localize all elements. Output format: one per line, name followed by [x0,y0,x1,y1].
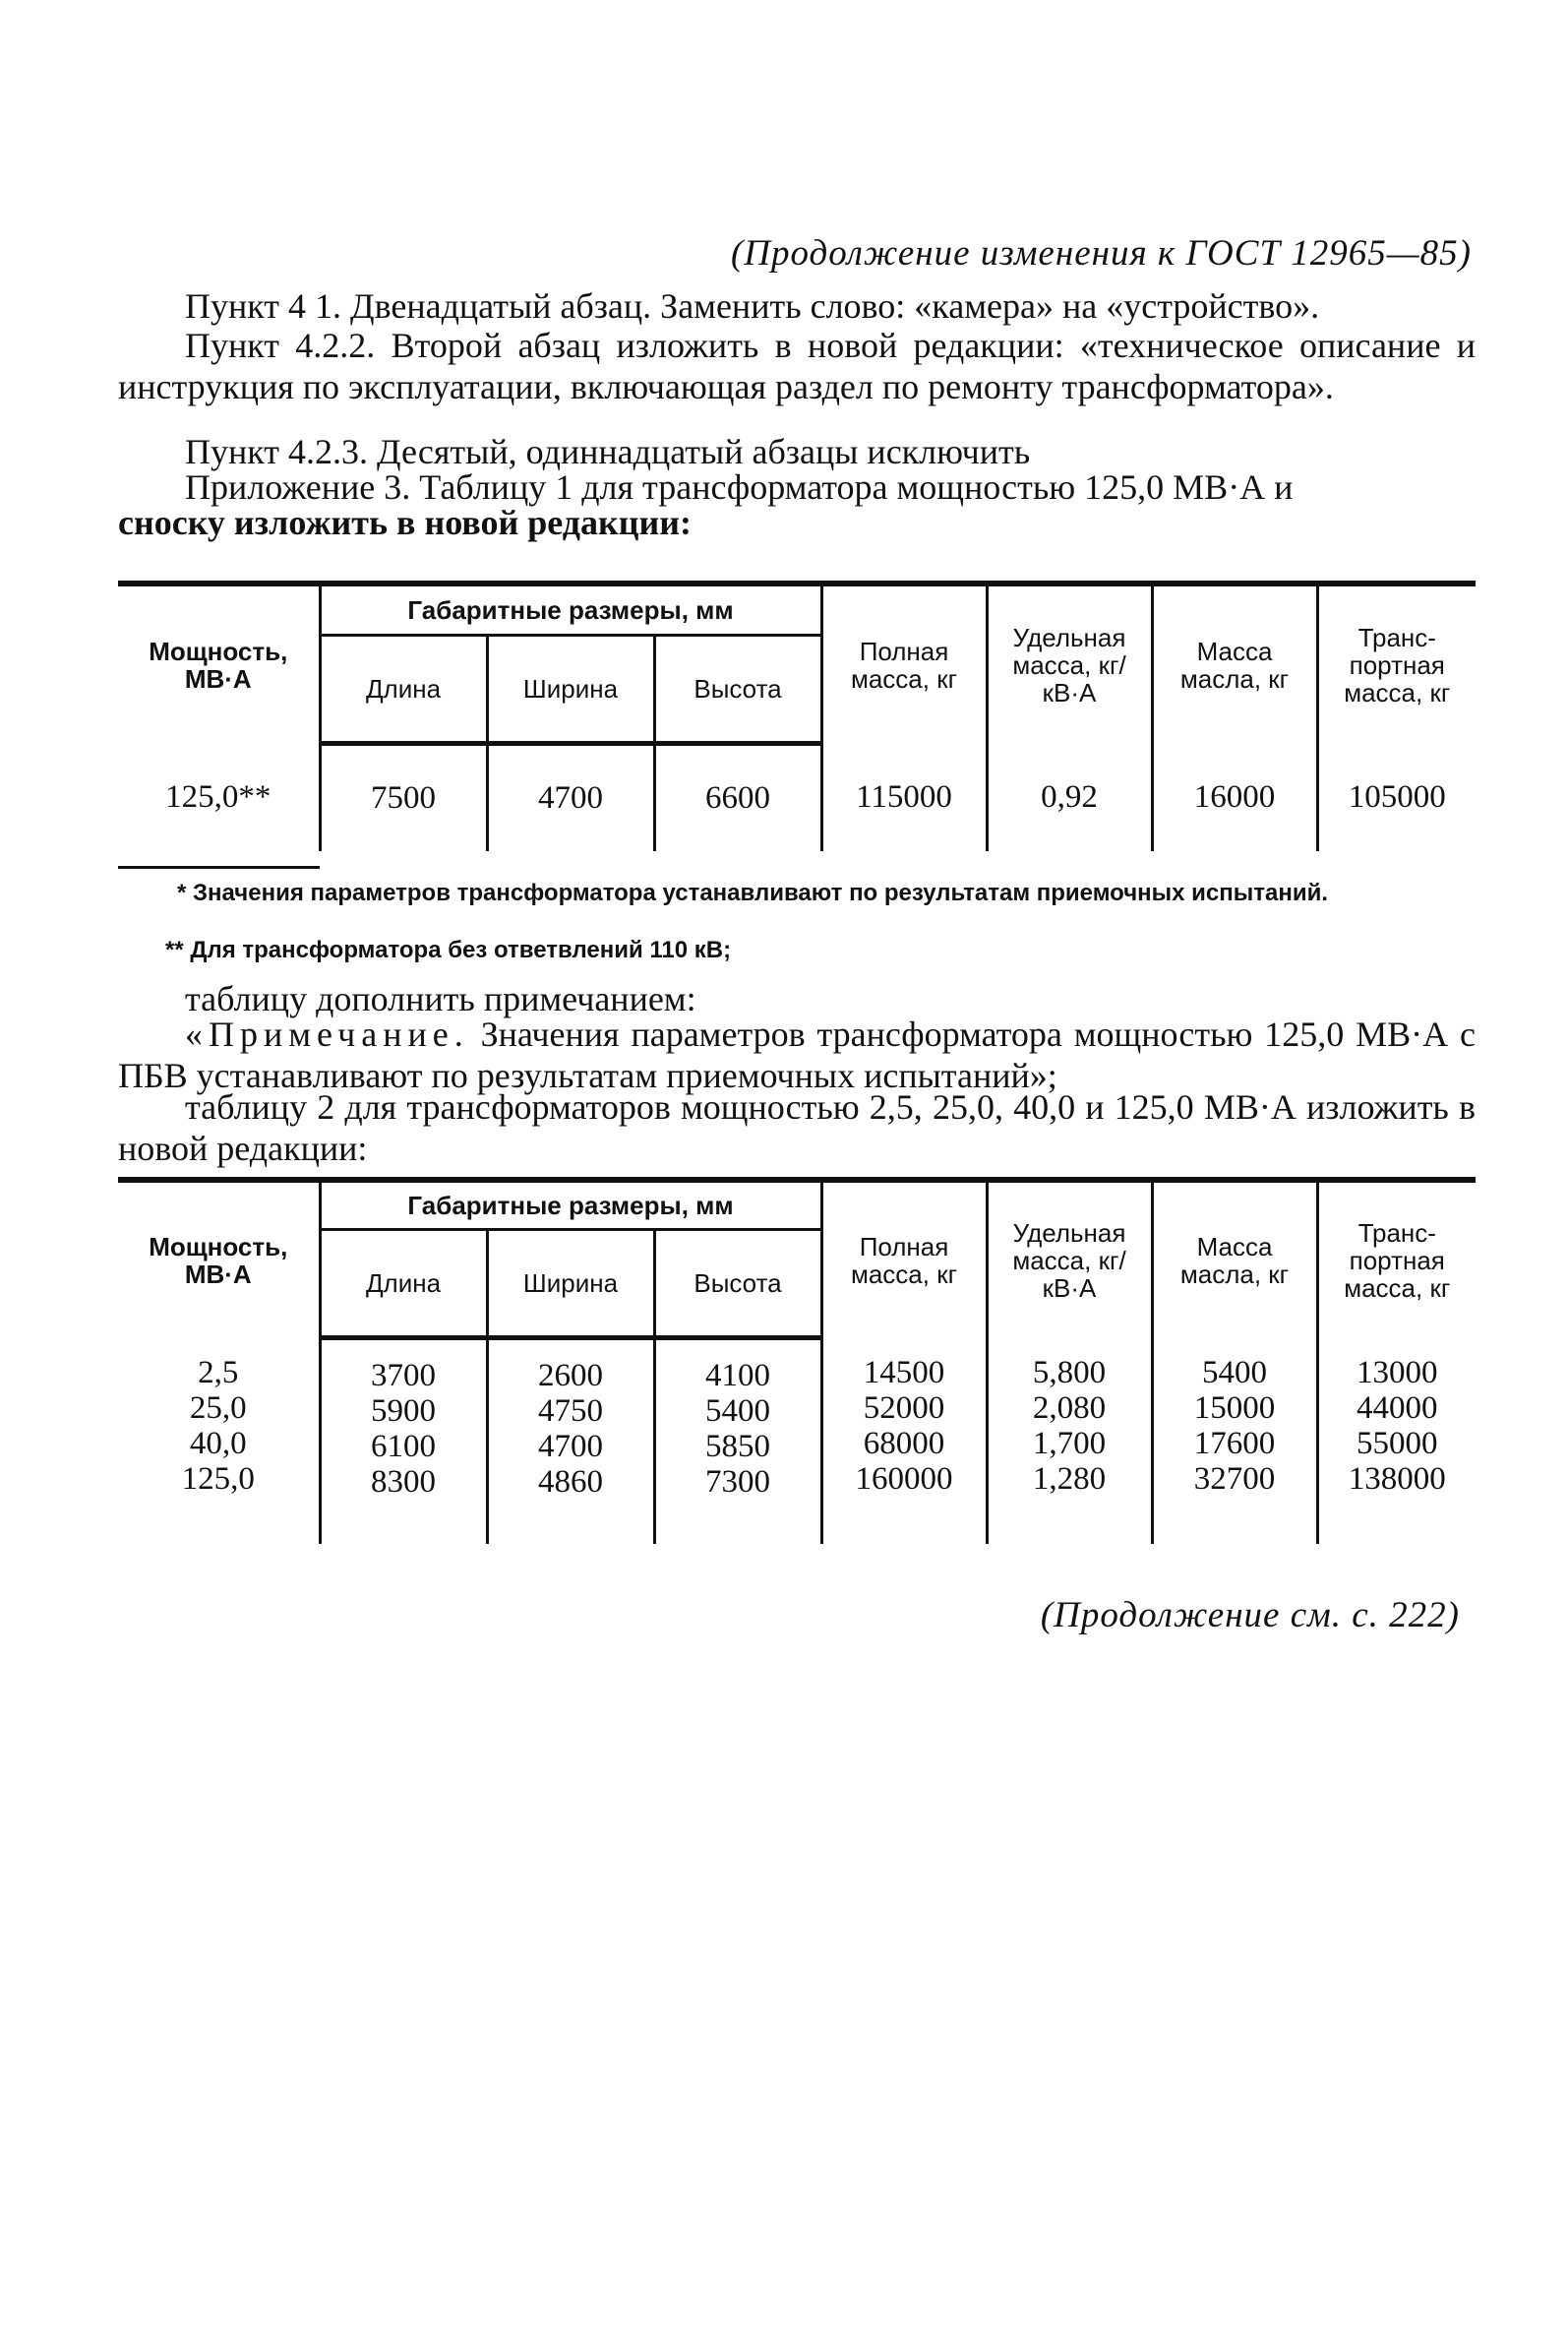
header-transport-mass: Транс- портная масса, кг [1317,584,1476,743]
paragraph-note [118,1014,1476,1096]
paragraph-appendix-3-cont: сноску изложить в новой редакции: [118,503,692,542]
header-length: Длина [320,1229,487,1337]
paragraph-4-2-3: Пункт 4.2.3. Десятый, одиннадцатый абзацы исключить [185,432,1031,471]
table-1 [118,581,1476,851]
header-full-mass: Полная масса, кг [821,584,987,743]
paragraph-table-2: таблицу 2 для трансформаторов мощностью 2,5, 25,0, 40,0 и 125,0 МВ·А изложить в новой редакции: [118,1087,1476,1168]
header-dimensions: Габаритные размеры, мм [320,584,821,635]
header-full-mass: Полная масса, кг [821,1180,987,1337]
footnote-rule [118,866,320,869]
footnote-2: ** Для трансформатора без ответвлений 110 кВ; [165,937,732,963]
header-power: Мощность, МВ·А [118,584,320,743]
cell-power: 2,5 25,0 40,0 125,0 [181,1355,255,1497]
cell-full-mass: 14500 52000 68000 160000 [821,1337,987,1544]
header-transport-mass: Транс- портная масса, кг [1317,1180,1476,1337]
paragraph-4-1: Пункт 4 1. Двенадцатый абзац. Заменить слово: «камера» на «устройство». [185,286,1320,326]
cell-height: 6600 [654,743,821,851]
header-length: Длина [320,635,487,743]
header-power: Мощность, МВ·А [118,1180,320,1337]
header-specific-mass: Удельная масса, кг/кВ·А [987,584,1152,743]
header-width: Ширина [487,635,654,743]
paragraph-4-2-2: Пункт 4.2.2. Второй абзац изложить в новой редакции: «техническое описание и инструкция по эксплуатации, включающая раздел по ремонту трансформатора». [118,326,1476,406]
cell-specific-mass: 0,92 [987,743,1152,851]
footnote-1: * Значения параметров трансформатора устанавливают по результатам приемочных испытаний. [177,880,1329,906]
cell-transport-mass: 105000 [1317,743,1476,851]
page-header: (Продолжение изменения к ГОСТ 12965—85) [730,233,1472,274]
cell-length: 7500 [320,743,487,851]
cell-specific-mass: 5,800 2,080 1,700 1,280 [987,1337,1152,1544]
cell-oil-mass: 16000 [1152,743,1317,851]
cell-width: 4700 [487,743,654,851]
header-oil-mass: Масса масла, кг [1152,1180,1317,1337]
table-row [118,743,1476,851]
cell-height: 4100 5400 5850 7300 [654,1337,821,1544]
table-row [118,1337,1476,1544]
header-width: Ширина [487,1229,654,1337]
cell-length: 3700 5900 6100 8300 [320,1337,487,1544]
table-2 [118,1177,1476,1544]
cell-transport-mass: 13000 44000 55000 138000 [1317,1337,1476,1544]
note-word: «Примечание. [185,1015,469,1054]
paragraph-appendix-3: Приложение 3. Таблицу 1 для трансформатора мощностью 125,0 МВ·А и [185,467,1294,507]
page-footer: (Продолжение см. с. 222) [1040,1595,1460,1635]
note-text: Значения параметров трансформатора мощностью 125,0 МВ·А с ПБВ устанавливают по результатам приемочных испытаний»; [118,1015,1476,1095]
cell-width: 2600 4750 4700 4860 [487,1337,654,1544]
header-dimensions: Габаритные размеры, мм [320,1180,821,1229]
paragraph-add-note: таблицу дополнить примечанием: [185,979,696,1018]
header-oil-mass: Масса масла, кг [1152,584,1317,743]
header-height: Высота [654,635,821,743]
cell-oil-mass: 5400 15000 17600 32700 [1152,1337,1317,1544]
header-height: Высота [654,1229,821,1337]
cell-power: 125,0** [165,778,271,815]
header-specific-mass: Удельная масса, кг/кВ·А [987,1180,1152,1337]
cell-full-mass: 115000 [821,743,987,851]
